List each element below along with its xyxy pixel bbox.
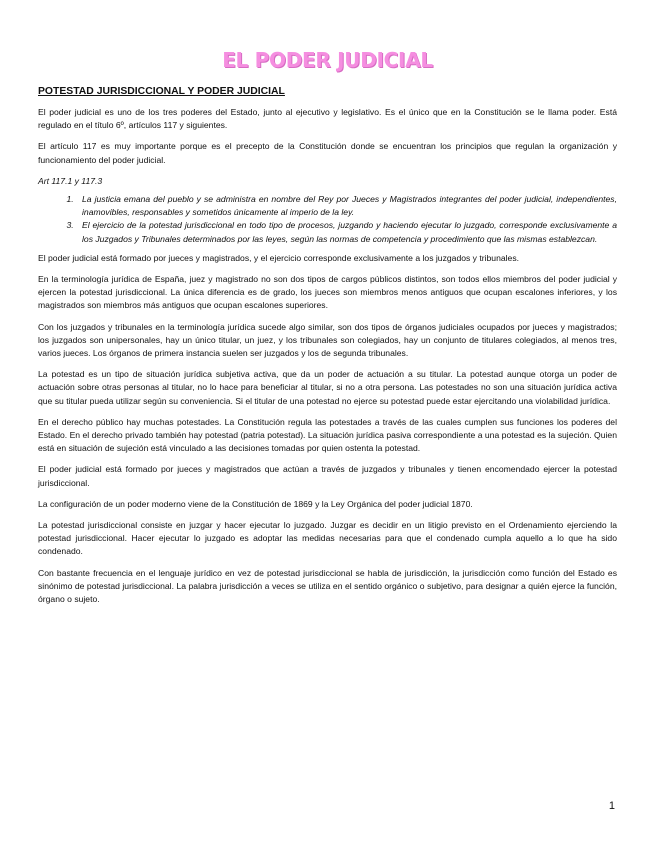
page-number: 1 — [608, 800, 615, 812]
document-page — [38, 48, 617, 614]
paragraph: La potestad es un tipo de situación jurídica subjetiva activa, que da un poder de actuación a su titular. La potestad aunque otorga un poder de actuación sobre otras personas al titular, no lo hace para beneficiar al titular, si no a otra persona. Las potestades no son una situación jurídica activa que su titular pueda utilizar según su conveniencia. Si el titular de una potestad no ejerce su potestad puede estar ejercitando una violabilidad jurídica. — [38, 369, 617, 406]
paragraph: Con los juzgados y tribunales en la terminología jurídica sucede algo similar, son dos tipos de órganos judiciales ocupados por jueces y magistrados; los juzgados son unipersonales, hay un único titular, un juez, y los tribunales son colegiados, hay un conjunto de titulares colegiados, al menos tres, varios jueces. Los órganos de primera instancia suelen ser juzgados y los de segunda tribunales. — [38, 321, 617, 359]
list-item: 3. El ejercicio de la potestad jurisdiccional en todo tipo de procesos, juzgando y haciendo ejecutar lo juzgado, corresponde exclusivamente a los Juzgados y Tribunales determinados por las leyes, según las normas de competencia y procedimiento que las mismas establezcan. — [76, 219, 617, 245]
paragraph: En el derecho público hay muchas potestades. La Constitución regula las potestades a través de las cuales cumplen sus funciones los poderes del Estado. En el derecho privado también hay potestad (patria potestad). La situación jurídica pasiva correspondiente a una potestad es la sujeción. Quien está en situación de sujeción está vinculado a las decisiones tomadas por quien ostenta la potestad. — [38, 416, 617, 454]
paragraph: El poder judicial está formado por jueces y magistrados, y el ejercicio corresponde exclusivamente a los juzgados y tribunales. — [38, 252, 520, 263]
article-list — [38, 193, 617, 246]
paragraph: En la terminología jurídica de España, juez y magistrado no son dos tipos de cargos públicos distintos, son todos ellos miembros del poder judicial y ejercen la potestad jurisdiccional. La única diferencia es de grado, los jueces son miembros menos antiguos que ocupan escalones inferiores, y los magistrados son miembros más antiguos que ocupan escalones superiores. — [38, 274, 617, 311]
article-reference: Art 117.1 y 117.3 — [38, 175, 103, 186]
paragraph: El poder judicial es uno de los tres poderes del Estado, junto al ejecutivo y legislativo. Es el único que en la Constitución se le llama poder. Está regulado en el título 6º, artículos 117 y siguientes. — [38, 107, 617, 131]
paragraph: Con bastante frecuencia en el lenguaje jurídico en vez de potestad jurisdiccional se habla de jurisdicción, la jurisdicción como función del Estado es sinónimo de potestad jurisdiccional. La palabra jurisdicción a veces se utiliza en el sentido orgánico o subjetivo, para designar a quién ejerce la función, órgano o sujeto. — [38, 567, 617, 605]
list-item: 1. La justicia emana del pueblo y se administra en nombre del Rey por Jueces y Magistrados integrantes del poder judicial, independientes, inamovibles, responsables y sometidos únicamente al imperio de la ley. — [76, 193, 617, 219]
paragraph: El artículo 117 es muy importante porque es el precepto de la Constitución donde se encuentran los principios que regulan la organización y funcionamiento del poder judicial. — [38, 141, 617, 165]
paragraph: La potestad jurisdiccional consiste en juzgar y hacer ejecutar lo juzgado. Juzgar es decidir en un litigio previsto en el Ordenamiento ejerciendo la potestad jurisdiccional. Hacer ejecutar lo juzgado es adoptar las medidas necesarias para que el condenado cumpla aquello a lo que ha sido condenado. — [38, 520, 617, 557]
section-heading: POTESTAD JURISDICCIONAL Y PODER JUDICIAL — [38, 86, 285, 97]
paragraph: El poder judicial está formado por jueces y magistrados que actúan a través de juzgados y tribunales y tienen encomendado ejercer la potestad jurisdiccional. — [38, 464, 617, 488]
paragraph: La configuración de un poder moderno viene de la Constitución de 1869 y la Ley Orgánica del poder judicial 1870. — [38, 498, 473, 509]
document-title: EL PODER JUDICIAL — [222, 48, 433, 72]
